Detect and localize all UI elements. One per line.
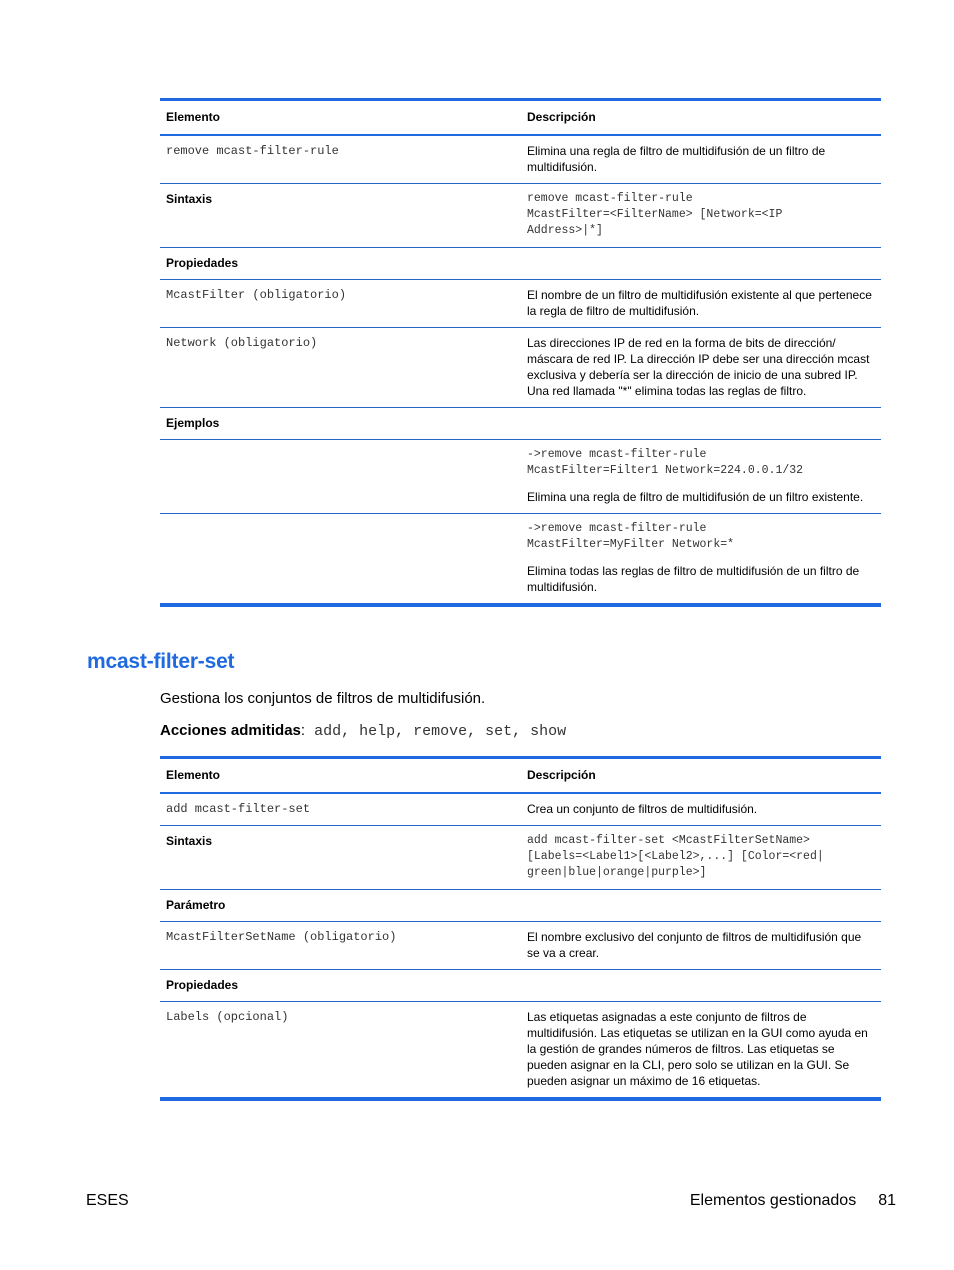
description-cell: El nombre de un filtro de multidifusión existente al que pertenece la regla de filtro de multidifusión.: [521, 280, 881, 328]
description-cell: [521, 248, 881, 280]
element-cell: McastFilterSetName (obligatorio): [160, 922, 521, 970]
example-code: ->remove mcast-filter-rule McastFilter=MyFilter Network=*: [527, 522, 735, 551]
supported-actions: [160, 722, 566, 740]
table-row: [160, 1002, 881, 1100]
element-cell: [160, 440, 521, 514]
example-description: Elimina una regla de filtro de multidifusión de un filtro existente.: [527, 490, 864, 504]
example-code: ->remove mcast-filter-rule McastFilter=Filter1 Network=224.0.0.1/32: [527, 448, 804, 477]
element-cell: McastFilter (obligatorio): [160, 280, 521, 328]
description-cell: Elimina una regla de filtro de multidifusión de un filtro de multidifusión.: [521, 135, 881, 184]
table-row: [160, 826, 881, 890]
table-row: [160, 890, 881, 922]
description-cell: [521, 890, 881, 922]
table-header-row: [160, 100, 881, 136]
column-header-elemento: Elemento: [160, 758, 521, 794]
actions-separator: :: [300, 722, 306, 739]
footer-locale: ESES: [86, 1192, 129, 1209]
table-row: [160, 280, 881, 328]
description-cell: [521, 408, 881, 440]
element-cell: Network (obligatorio): [160, 328, 521, 408]
description-cell: Las direcciones IP de red en la forma de bits de dirección/ máscara de red IP. La dirección IP debe ser una dirección mcast exclusiva y debería ser la dirección de inicio de una subred IP. Una red llamada "*" elimina todas las reglas de filtro.: [521, 328, 881, 408]
table-row: [160, 408, 881, 440]
table-row: [160, 184, 881, 248]
table-row: [160, 970, 881, 1002]
column-header-descripcion: Descripción: [521, 100, 881, 136]
footer-section: [690, 1192, 896, 1210]
row-heading-cell: Propiedades: [160, 970, 521, 1002]
syntax-code: add mcast-filter-set <McastFilterSetName> [Labels=<Label1>[<Label2>,...] [Color=<red| green|blue|orange|purple>]: [527, 834, 824, 879]
row-heading-cell: Ejemplos: [160, 408, 521, 440]
description-cell: Las etiquetas asignadas a este conjunto de filtros de multidifusión. Las etiquetas se utilizan en la GUI como ayuda en la gestión de grandes números de filtros. Las etiquetas se pueden asignar en la CLI, pero solo se utilizan en la GUI. Se pueden asignar un máximo de 16 etiquetas.: [521, 1002, 881, 1100]
actions-label: Acciones admitidas: [160, 722, 301, 739]
remove-mcast-filter-rule-table: [160, 98, 881, 607]
table-row: [160, 248, 881, 280]
column-header-elemento: Elemento: [160, 100, 521, 136]
element-cell: add mcast-filter-set: [160, 793, 521, 826]
syntax-cell: [521, 826, 881, 890]
table-row: [160, 440, 881, 514]
mcast-filter-set-table: [160, 756, 881, 1101]
footer-section-title: Elementos gestionados: [689, 1192, 857, 1209]
table-row: [160, 793, 881, 826]
example-cell: [521, 514, 881, 606]
element-cell: [160, 514, 521, 606]
row-heading-cell: Sintaxis: [160, 826, 521, 890]
description-cell: [521, 970, 881, 1002]
table-row: [160, 922, 881, 970]
example-description: Elimina todas las reglas de filtro de multidifusión de un filtro de multidifusión.: [527, 564, 860, 594]
column-header-descripcion: Descripción: [521, 758, 881, 794]
description-cell: Crea un conjunto de filtros de multidifusión.: [521, 793, 881, 826]
actions-values: add, help, remove, set, show: [305, 723, 567, 740]
section-intro: Gestiona los conjuntos de filtros de multidifusión.: [160, 690, 486, 707]
element-cell: remove mcast-filter-rule: [160, 135, 521, 184]
row-heading-cell: Parámetro: [160, 890, 521, 922]
page-number: 81: [878, 1192, 896, 1209]
syntax-code: remove mcast-filter-rule McastFilter=<FilterName> [Network=<IP Address>|*]: [527, 192, 783, 237]
section-title: mcast-filter-set: [87, 650, 235, 673]
table-header-row: [160, 758, 881, 794]
description-cell: El nombre exclusivo del conjunto de filtros de multidifusión que se va a crear.: [521, 922, 881, 970]
row-heading-cell: Sintaxis: [160, 184, 521, 248]
table-row: [160, 514, 881, 606]
row-heading-cell: Propiedades: [160, 248, 521, 280]
element-cell: Labels (opcional): [160, 1002, 521, 1100]
syntax-cell: [521, 184, 881, 248]
table-row: [160, 135, 881, 184]
example-cell: [521, 440, 881, 514]
table-row: [160, 328, 881, 408]
